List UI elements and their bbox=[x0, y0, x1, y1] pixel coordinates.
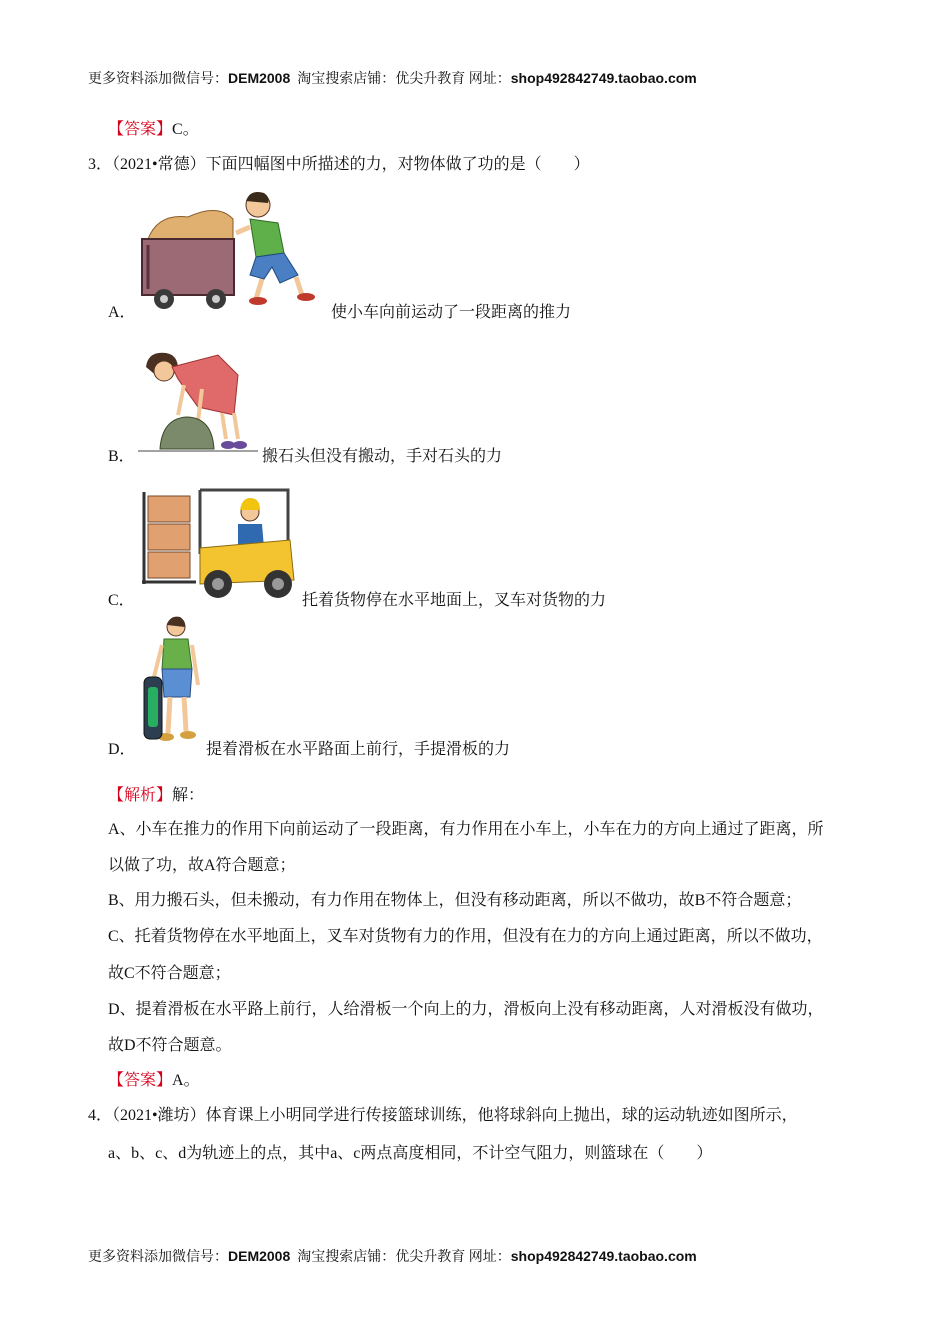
header-url: shop492842749.taobao.com bbox=[510, 1248, 697, 1264]
option-b-label: B． bbox=[108, 448, 135, 465]
option-b-text: 搬石头但没有搬动，手对石头的力 bbox=[262, 448, 503, 465]
analysis-lead: 解： bbox=[172, 787, 205, 804]
page-header-top bbox=[88, 68, 697, 88]
header-wechat: DEM2008 bbox=[228, 70, 291, 86]
option-d-text: 提着滑板在水平路面上前行，手提滑板的力 bbox=[206, 741, 511, 758]
answer-tag: 【答案】 bbox=[108, 121, 173, 138]
skateboard-carry-figure bbox=[140, 615, 204, 751]
option-c-text: 托着货物停在水平地面上，叉车对货物的力 bbox=[302, 592, 607, 609]
page-header-bottom bbox=[88, 1246, 697, 1266]
analysis-heading bbox=[108, 782, 204, 805]
option-d-label: D． bbox=[108, 741, 136, 758]
q4-stem-line1 bbox=[88, 1102, 798, 1125]
previous-answer bbox=[108, 116, 199, 139]
q3-stem-text: （2021•常德）下面四幅图中所描述的力，对物体做了功的是（ ） bbox=[112, 156, 590, 173]
header-prefix: 更多资料添加微信号： bbox=[88, 1250, 228, 1265]
q3-answer bbox=[108, 1067, 200, 1090]
answer-text: A。 bbox=[172, 1072, 200, 1089]
option-a-text: 使小车向前运动了一段距离的推力 bbox=[331, 304, 572, 321]
header-wechat: DEM2008 bbox=[228, 1248, 291, 1264]
option-c-label: C． bbox=[108, 592, 135, 609]
analysis-line: A、小车在推力的作用下向前运动了一段距离，有力作用在小车上，小车在力的方向上通过了距离，所 bbox=[108, 821, 824, 838]
analysis-line: 故C不符合题意； bbox=[108, 965, 231, 982]
analysis-line: 以做了功，故A符合题意； bbox=[108, 857, 296, 874]
answer-tag: 【答案】 bbox=[108, 1072, 173, 1089]
analysis-line: 故D不符合题意。 bbox=[108, 1037, 232, 1054]
header-prefix: 更多资料添加微信号： bbox=[88, 72, 228, 87]
q3-number: 3． bbox=[88, 156, 113, 173]
answer-text: C。 bbox=[172, 121, 199, 138]
forklift-figure bbox=[138, 484, 298, 602]
analysis-line: B、用力搬石头，但未搬动，有力作用在物体上，但没有移动距离，所以不做功，故B不符合题意； bbox=[108, 892, 802, 909]
cart-push-figure bbox=[138, 183, 328, 311]
analysis-line: C、托着货物停在水平地面上，叉车对货物有力的作用，但没有在力的方向上通过距离，所以不做功， bbox=[108, 928, 823, 945]
q4-number: 4． bbox=[88, 1107, 113, 1124]
q4-stem-line2: a、b、c、d为轨迹上的点，其中a、c两点高度相同，不计空气阻力，则篮球在（ ） bbox=[108, 1145, 713, 1162]
q4-stem-text: （2021•潍坊）体育课上小明同学进行传接篮球训练，他将球斜向上抛出，球的运动轨迹如图所示， bbox=[112, 1107, 798, 1124]
q3-stem bbox=[88, 151, 590, 174]
analysis-tag: 【解析】 bbox=[108, 787, 173, 804]
analysis-line: D、提着滑板在水平路上前行，人给滑板一个向上的力，滑板向上没有移动距离，人对滑板没有做功， bbox=[108, 1001, 824, 1018]
option-a-label: A． bbox=[108, 304, 136, 321]
stone-lift-figure bbox=[138, 345, 258, 457]
header-mid: 淘宝搜索店铺：优尖升教育 网址： bbox=[297, 72, 511, 87]
header-mid: 淘宝搜索店铺：优尖升教育 网址： bbox=[297, 1250, 511, 1265]
header-url: shop492842749.taobao.com bbox=[510, 70, 697, 86]
